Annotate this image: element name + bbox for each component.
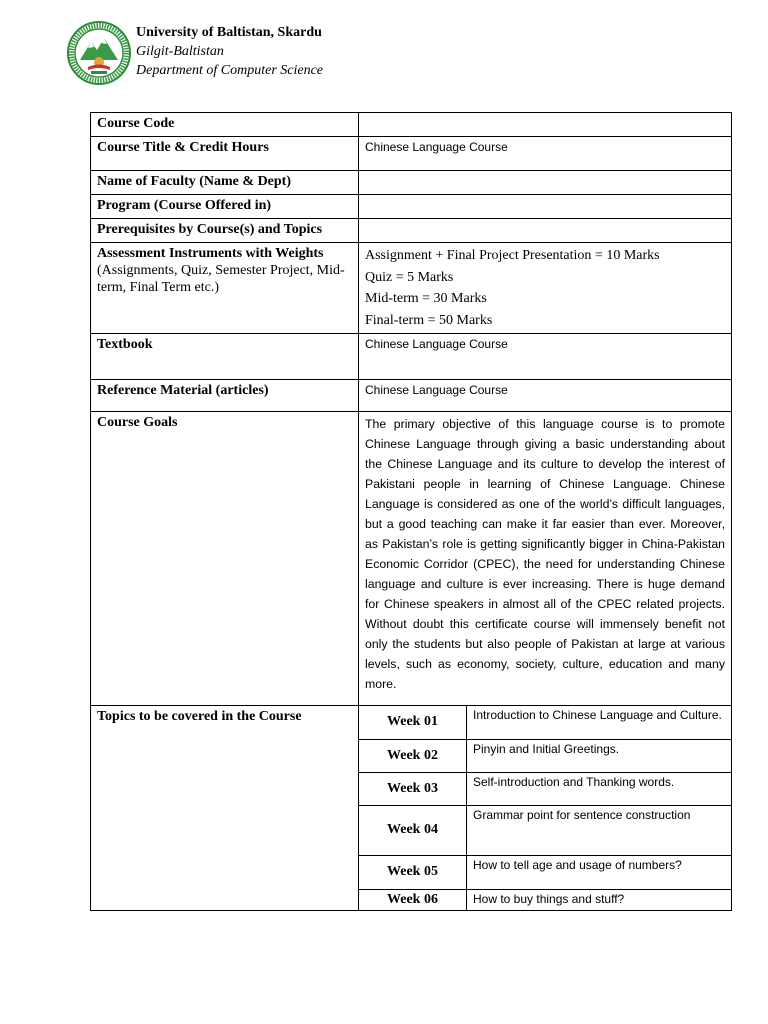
row-course-title (91, 137, 732, 171)
department-name: Department of Computer Science (136, 63, 324, 78)
row-reference (91, 380, 732, 412)
topics-cell (359, 706, 732, 911)
assessment-note: (Assignments, Quiz, Semester Project, Mid-term, Final Term etc.) (97, 263, 345, 295)
week-label: Week 05 (359, 855, 467, 889)
assessment-label-cell (91, 243, 359, 334)
faculty-value (359, 171, 732, 195)
weekly-topics-table (359, 706, 731, 910)
week-label: Week 02 (359, 739, 467, 772)
week-row (359, 772, 731, 805)
region-name: Gilgit-Baltistan (136, 44, 224, 59)
row-faculty (91, 171, 732, 195)
week-row (359, 855, 731, 889)
textbook-value: Chinese Language Course (359, 334, 732, 380)
week-topic: Pinyin and Initial Greetings. (467, 739, 732, 772)
goals-text: The primary objective of this language course is to promote Chinese Language through giving a basic understanding about the Chinese Language and its culture to develop the interest of Pakistani people in learning of Chinese Language. Chinese Language is considered as one of the world’s difficult languages, but a good teaching can make it far easier than ever. Moreover, as Pakistan’s role is getting significantly bigger in China-Pakistan Economic Corridor (CPEC), the need for understanding Chinese language and culture is ever increasing. There is huge demand for Chinese speakers in almost all of the CPEC related projects. Without doubt this certificate course will immensely benefit not only the students but also people of Pakistan at large at various levels, such as economy, society, culture, education and many more. (359, 412, 732, 706)
university-seal-icon (66, 18, 132, 88)
row-assessment (91, 243, 732, 334)
course-code-value (359, 113, 732, 137)
row-prerequisites (91, 219, 732, 243)
week-topic: Self-introduction and Thanking words. (467, 772, 732, 805)
week-topic: How to buy things and stuff? (467, 889, 732, 910)
program-value (359, 195, 732, 219)
program-label: Program (Course Offered in) (91, 195, 359, 219)
week-row (359, 706, 731, 739)
textbook-label: Textbook (91, 334, 359, 380)
week-label: Week 04 (359, 805, 467, 855)
reference-label: Reference Material (articles) (91, 380, 359, 412)
goals-label: Course Goals (91, 412, 359, 706)
assessment-item: Final-term = 50 Marks (365, 312, 493, 328)
row-textbook (91, 334, 732, 380)
assessment-item: Assignment + Final Project Presentation = 10 Marks (365, 248, 660, 263)
course-title-label: Course Title & Credit Hours (91, 137, 359, 171)
assessment-label: Assessment Instruments with Weights (97, 246, 324, 261)
week-row (359, 805, 731, 855)
week-label: Week 01 (359, 706, 467, 739)
course-title-value: Chinese Language Course (359, 137, 732, 171)
row-program (91, 195, 732, 219)
assessment-item: Quiz = 5 Marks (365, 269, 454, 285)
week-row (359, 889, 731, 910)
prerequisites-label: Prerequisites by Course(s) and Topics (91, 219, 359, 243)
course-outline-table (90, 112, 732, 911)
row-topics (91, 706, 732, 911)
week-topic: Introduction to Chinese Language and Culture. (467, 706, 732, 739)
assessment-list (359, 243, 732, 334)
assessment-item: Mid-term = 30 Marks (365, 291, 487, 306)
week-row (359, 739, 731, 772)
prerequisites-value (359, 219, 732, 243)
course-code-label: Course Code (91, 113, 359, 137)
university-name: University of Baltistan, Skardu (136, 25, 322, 40)
week-label: Week 03 (359, 772, 467, 805)
row-course-code (91, 113, 732, 137)
topics-label: Topics to be covered in the Course (91, 706, 359, 911)
week-topic: Grammar point for sentence construction (467, 805, 732, 855)
row-course-goals (91, 412, 732, 706)
week-topic: How to tell age and usage of numbers? (467, 855, 732, 889)
week-label: Week 06 (359, 889, 467, 910)
faculty-label: Name of Faculty (Name & Dept) (91, 171, 359, 195)
letterhead (136, 23, 323, 80)
reference-value: Chinese Language Course (359, 380, 732, 412)
